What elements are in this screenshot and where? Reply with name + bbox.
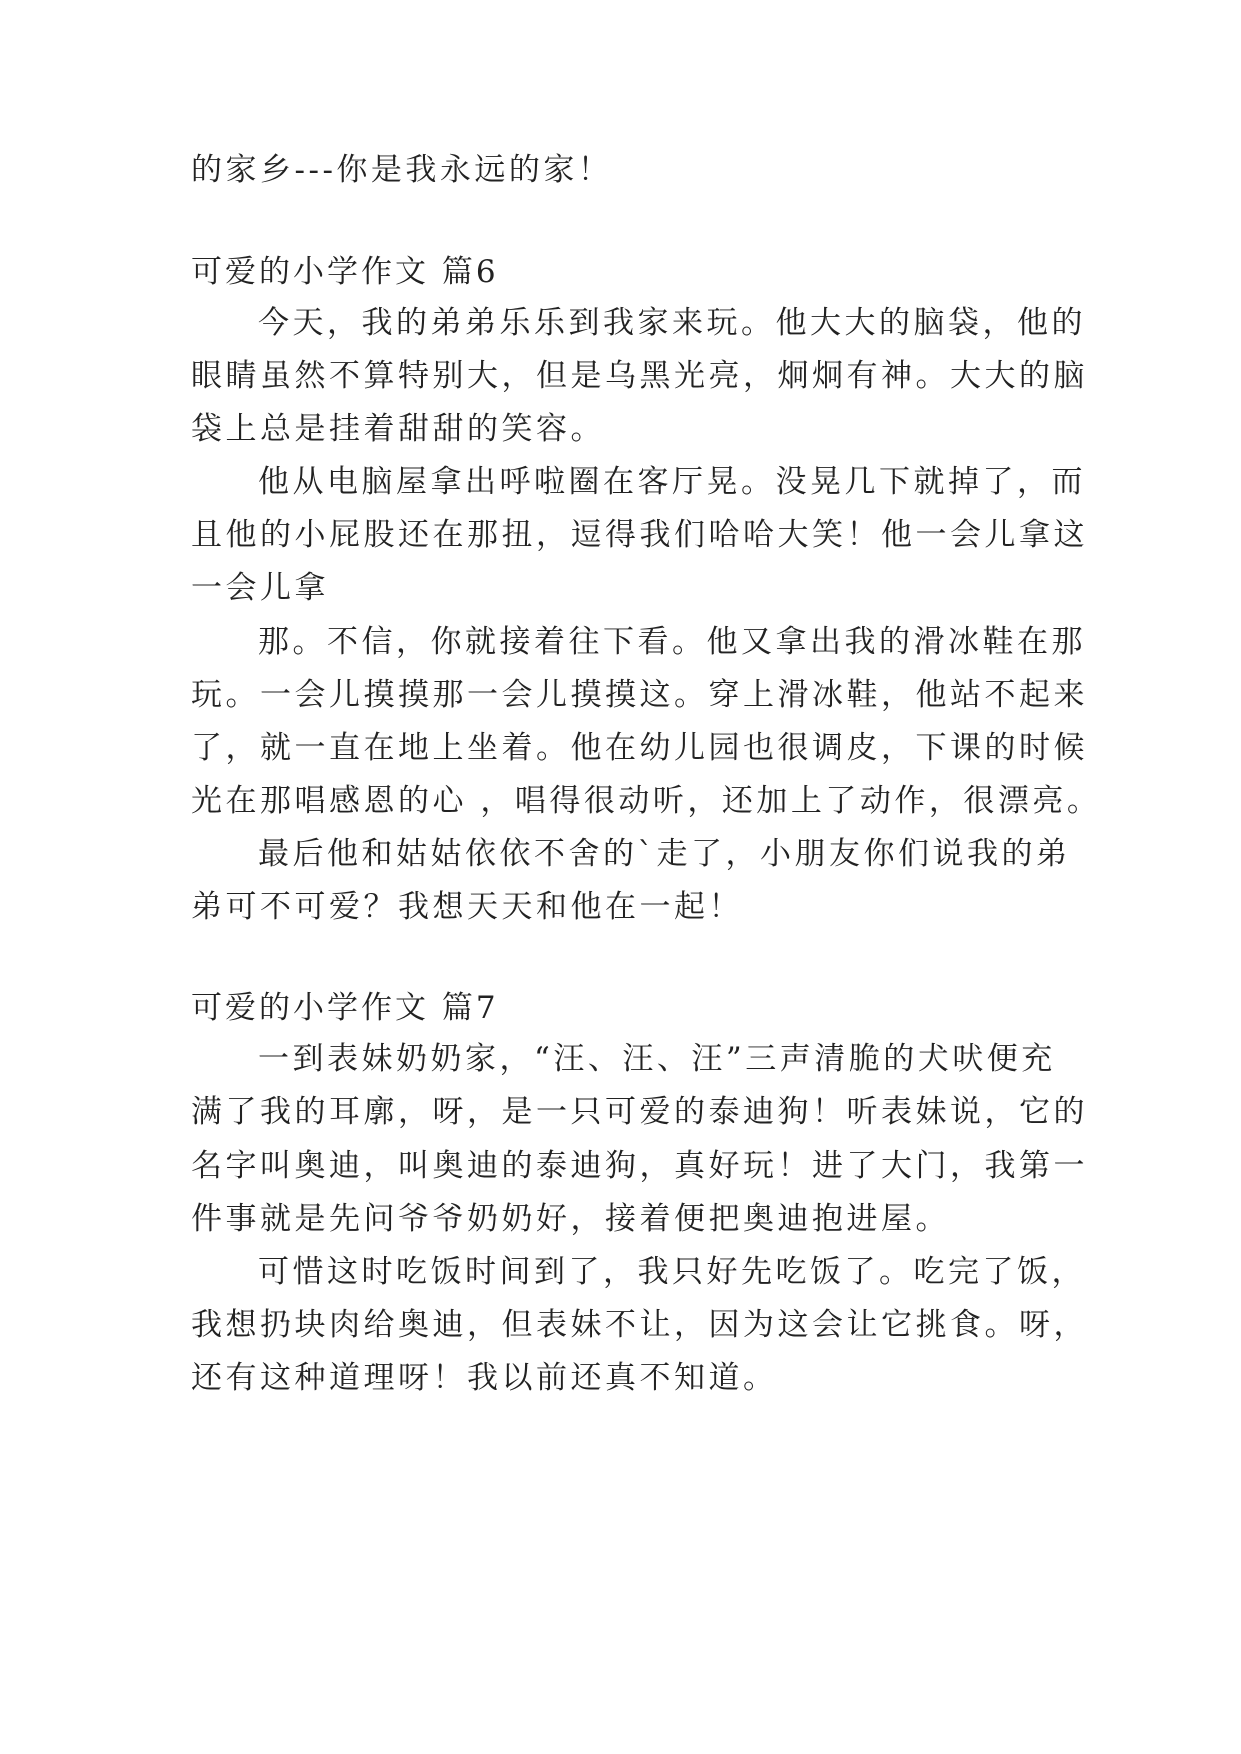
paragraph-line: 今天，我的弟弟乐乐到我家来玩。他大大的脑袋，他的 bbox=[258, 305, 1086, 341]
paragraph-line: 眼睛虽然不算特别大，但是乌黑光亮，炯炯有神。大大的脑 bbox=[191, 358, 1088, 394]
paragraph-line: 一到表妹奶奶家，“汪、汪、汪”三声清脆的犬吠便充 bbox=[258, 1041, 1056, 1077]
paragraph-line: 一会儿拿 bbox=[191, 570, 329, 606]
paragraph-line: 名字叫奥迪，叫奥迪的泰迪狗，真好玩！进了大门，我第一 bbox=[191, 1148, 1088, 1184]
paragraph-line: 玩。一会儿摸摸那一会儿摸摸这。穿上滑冰鞋，他站不起来 bbox=[191, 677, 1088, 713]
paragraph-line: 最后他和姑姑依依不舍的`走了，小朋友你们说我的弟 bbox=[258, 836, 1071, 872]
paragraph-line: 可惜这时吃饭时间到了，我只好先吃饭了。吃完了饭， bbox=[258, 1254, 1086, 1290]
paragraph-line: 了，就一直在地上坐着。他在幼儿园也很调皮，下课的时候 bbox=[191, 730, 1088, 766]
paragraph-line: 的家乡---你是我永远的家！ bbox=[191, 152, 613, 188]
paragraph-line: 袋上总是挂着甜甜的笑容。 bbox=[191, 411, 605, 447]
paragraph-line: 光在那唱感恩的心 ，唱得很动听，还加上了动作，很漂亮。 bbox=[191, 783, 1102, 819]
paragraph-line: 满了我的耳廓，呀，是一只可爱的泰迪狗！听表妹说，它的 bbox=[191, 1094, 1088, 1130]
paragraph-line: 且他的小屁股还在那扭，逗得我们哈哈大笑！他一会儿拿这 bbox=[191, 517, 1088, 553]
paragraph-line: 件事就是先问爷爷奶奶好，接着便把奥迪抱进屋。 bbox=[191, 1201, 950, 1237]
section-heading: 可爱的小学作文 篇6 bbox=[191, 254, 499, 290]
paragraph-line: 弟可不可爱？我想天天和他在一起！ bbox=[191, 889, 743, 925]
paragraph-line: 我想扔块肉给奥迪，但表妹不让，因为这会让它挑食。呀， bbox=[191, 1307, 1088, 1343]
paragraph-line: 那。不信，你就接着往下看。他又拿出我的滑冰鞋在那 bbox=[258, 624, 1086, 660]
section-heading: 可爱的小学作文 篇7 bbox=[191, 990, 499, 1026]
paragraph-line: 还有这种道理呀！我以前还真不知道。 bbox=[191, 1360, 778, 1396]
paragraph-line: 他从电脑屋拿出呼啦圈在客厅晃。没晃几下就掉了，而 bbox=[258, 464, 1086, 500]
